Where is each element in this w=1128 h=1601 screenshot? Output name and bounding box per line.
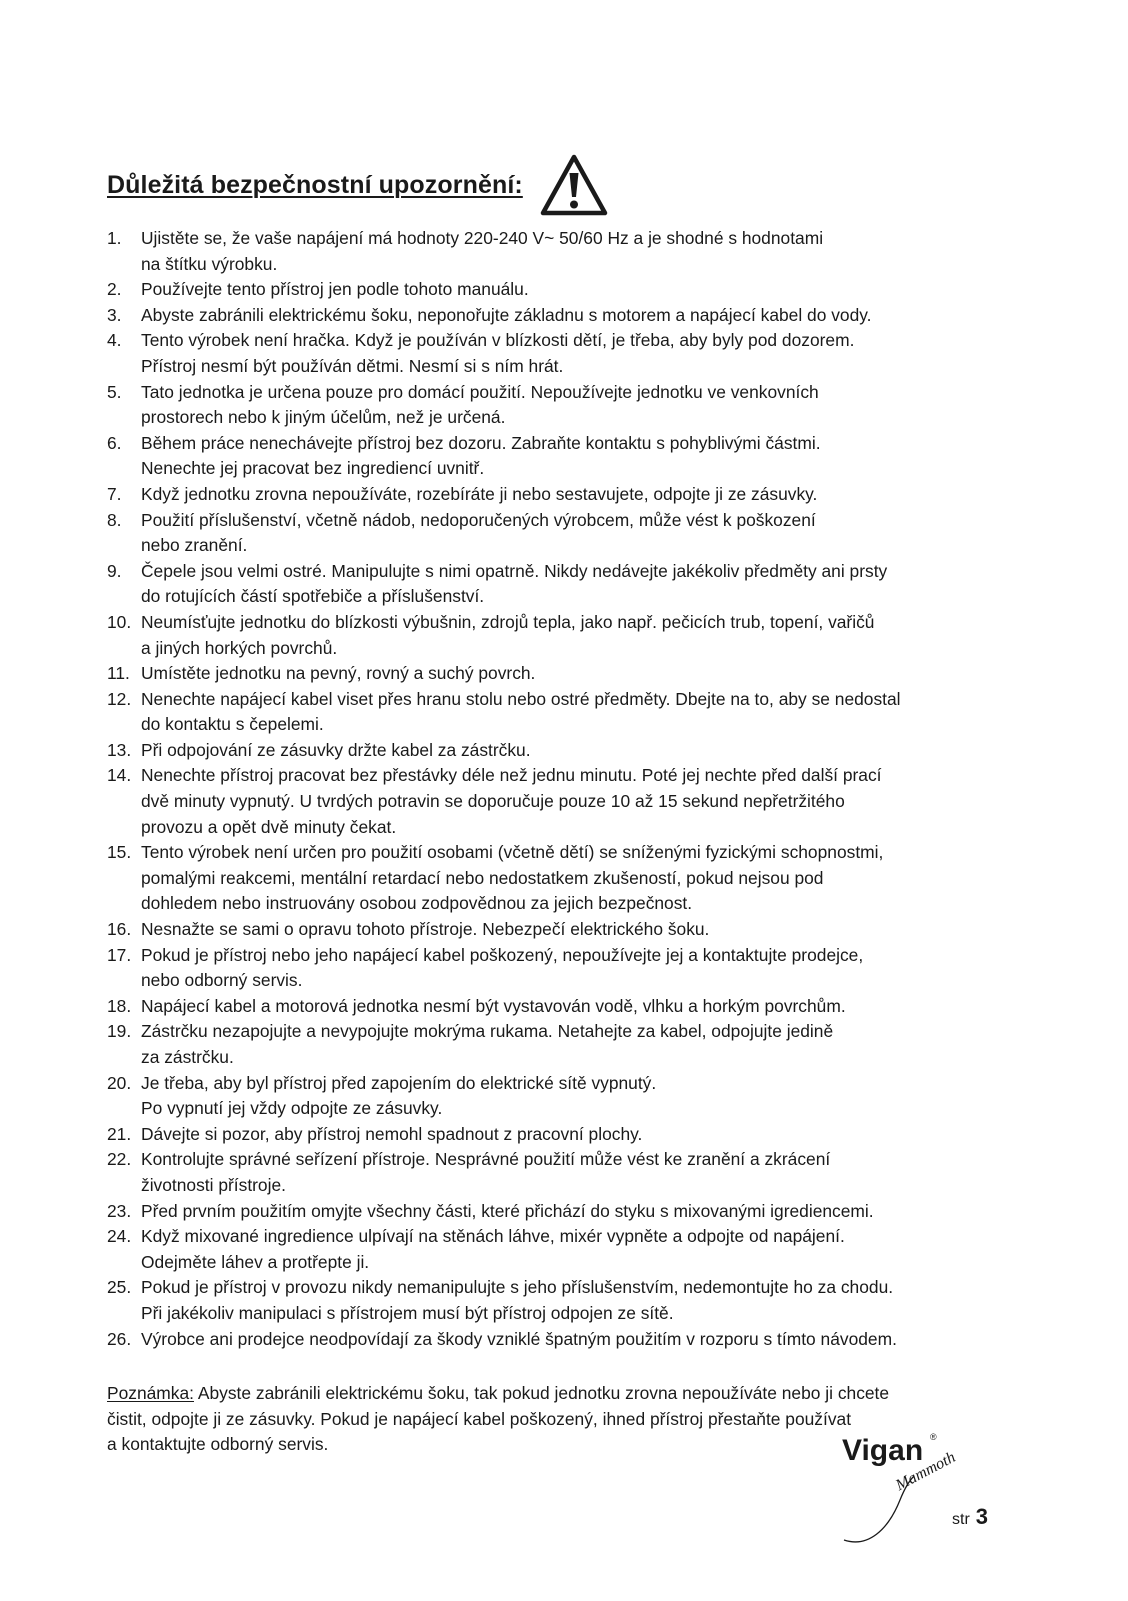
list-item-text (141, 328, 1027, 379)
list-item (107, 661, 1027, 687)
list-item (107, 303, 1027, 329)
list-item-number: 6. (107, 432, 122, 453)
logo-registered: ® (930, 1432, 937, 1442)
list-item-line: životnosti přístroje. (141, 1174, 286, 1195)
list-item-line: za zástrčku. (141, 1047, 234, 1067)
list-item-text (141, 943, 1027, 994)
list-item (107, 1147, 1027, 1198)
vigan-mammoth-logo (838, 1420, 968, 1550)
list-item-line: nebo odborný servis. (141, 970, 303, 991)
list-item-line: Když mixované ingredience ulpívají na stěnách láhve, mixér vypněte a odpojte od napájení. (141, 1226, 845, 1247)
list-item-line: do rotujících částí spotřebiče a příslušenství. (141, 586, 485, 607)
warning-triangle-icon (539, 153, 609, 217)
list-item-line: Odejměte láhev a protřepte ji. (141, 1251, 370, 1272)
list-item-text (141, 431, 1027, 482)
list-item-line: Dávejte si pozor, aby přístroj nemohl spadnout z pracovní plochy. (141, 1123, 643, 1144)
list-item-number: 11. (107, 663, 130, 684)
list-item-text (141, 1071, 1027, 1122)
list-item (107, 1199, 1027, 1225)
list-item-text (141, 482, 1027, 508)
list-item-line: Výrobce ani prodejce neodpovídají za škody vzniklé špatným použitím v rozporu s tímto návodem. (141, 1328, 897, 1349)
list-item-number: 12. (107, 688, 132, 709)
list-item (107, 1071, 1027, 1122)
list-item-line: Použití příslušenství, včetně nádob, nedoporučených výrobcem, může vést k poškození (141, 509, 816, 530)
list-item-number: 5. (107, 381, 122, 402)
list-item (107, 687, 1027, 738)
page-heading: Důležitá bezpečnostní upozornění: (107, 170, 523, 199)
list-item-text (141, 840, 1027, 917)
list-item-line: Je třeba, aby byl přístroj před zapojením do elektrické sítě vypnutý. (141, 1072, 657, 1093)
list-item-number: 17. (107, 944, 132, 965)
list-item (107, 738, 1027, 764)
list-item (107, 840, 1027, 917)
list-item-line: provozu a opět dvě minuty čekat. (141, 816, 397, 837)
list-item-number: 24. (107, 1226, 132, 1247)
list-item (107, 763, 1027, 840)
list-item-line: Používejte tento přístroj jen podle tohoto manuálu. (141, 279, 529, 300)
list-item-number: 13. (107, 739, 132, 760)
list-item-line: Během práce nenechávejte přístroj bez dozoru. Zabraňte kontaktu s pohyblivými částmi. (141, 432, 821, 453)
list-item-number: 7. (107, 483, 122, 504)
list-item-line: Neumísťujte jednotku do blízkosti výbušnin, zdrojů tepla, jako např. pečicích trub, topení, vařičů (141, 611, 875, 632)
list-item-text (141, 687, 1027, 738)
list-item-number: 19. (107, 1021, 132, 1042)
list-item-text (141, 917, 1027, 943)
list-item-text (141, 1275, 1027, 1326)
list-item-line: a jiných horkých povrchů. (141, 637, 338, 658)
safety-instructions-list (107, 226, 1027, 1352)
list-item-text (141, 738, 1027, 764)
list-item (107, 1224, 1027, 1275)
list-item-line: dohledem nebo instruovány osobou zodpovědnou za jejich bezpečnost. (141, 893, 693, 914)
list-item-number: 2. (107, 279, 122, 300)
list-item (107, 431, 1027, 482)
page-number-value: 3 (975, 1504, 989, 1529)
list-item (107, 1275, 1027, 1326)
list-item-line: nebo zranění. (141, 535, 248, 556)
note-line: a kontaktujte odborný servis. (107, 1434, 329, 1455)
list-item-line: Tento výrobek není určen pro použití osobami (včetně dětí) se sníženými fyzickými schopnostmi, (141, 842, 884, 863)
list-item-number: 1. (107, 228, 122, 248)
list-item-text (141, 1199, 1027, 1225)
heading-row (107, 150, 609, 220)
list-item-line: Nenechte napájecí kabel viset přes hranu stolu nebo ostré předměty. Dbejte na to, aby se nedostal (141, 688, 901, 709)
list-item-text (141, 1147, 1027, 1198)
note-label: Poznámka: (107, 1383, 194, 1403)
list-item-line: Přístroj nesmí být používán dětmi. Nesmí si s ním hrát. (141, 355, 564, 376)
page-number-label: str (952, 1511, 970, 1528)
list-item-text (141, 1019, 1027, 1070)
list-item (107, 1327, 1027, 1353)
list-item-number: 21. (107, 1123, 132, 1144)
list-item-text (141, 559, 1027, 610)
list-item-line: Při jakékoliv manipulaci s přístrojem musí být přístroj odpojen ze sítě. (141, 1302, 674, 1323)
list-item-number: 18. (107, 995, 132, 1016)
note-line: čistit, odpojte ji ze zásuvky. Pokud je napájecí kabel poškozený, ihned přístroj přestaňte používat (107, 1408, 852, 1429)
list-item-line: Pokud je přístroj nebo jeho napájecí kabel poškozený, nepoužívejte jej a kontaktujte prodejce, (141, 944, 864, 965)
note-line: Abyste zabránili elektrickému šoku, tak pokud jednotku zrovna nepoužíváte nebo ji chcete (194, 1383, 890, 1403)
list-item-text (141, 380, 1027, 431)
list-item (107, 380, 1027, 431)
list-item-line: pomalými reakcemi, mentální retardací nebo nedostatkem zkušeností, pokud nejsou pod (141, 867, 824, 888)
list-item-text (141, 994, 1027, 1020)
list-item-line: dvě minuty vypnutý. U tvrdých potravin se doporučuje pouze 10 až 15 sekund nepřetržitého (141, 791, 845, 812)
list-item-text (141, 226, 1027, 277)
list-item-number: 26. (107, 1328, 132, 1349)
list-item-line: Zástrčku nezapojujte a nevypojujte mokrýma rukama. Netahejte za kabel, odpojujte jedině (141, 1021, 834, 1042)
list-item-number: 15. (107, 842, 132, 863)
list-item-number: 9. (107, 560, 122, 581)
list-item (107, 994, 1027, 1020)
logo-sub: Mammoth (893, 1448, 959, 1495)
list-item-text (141, 508, 1027, 559)
list-item-text (141, 1224, 1027, 1275)
list-item-number: 16. (107, 919, 132, 940)
list-item-text (141, 277, 1027, 303)
list-item-line: Před prvním použitím omyjte všechny části, které přichází do styku s mixovanými igrediencemi. (141, 1200, 874, 1221)
list-item-line: do kontaktu s čepelemi. (141, 714, 324, 735)
list-item-number: 22. (107, 1149, 132, 1170)
list-item-number: 3. (107, 304, 122, 325)
list-item-line: Při odpojování ze zásuvky držte kabel za zástrčku. (141, 739, 531, 760)
list-item-line: Čepele jsou velmi ostré. Manipulujte s nimi opatrně. Nikdy nedávejte jakékoliv předměty ani prsty (141, 560, 888, 581)
list-item-line: Pokud je přístroj v provozu nikdy nemanipulujte s jeho příslušenstvím, nedemontujte ho za chodu. (141, 1277, 894, 1298)
list-item (107, 917, 1027, 943)
list-item (107, 508, 1027, 559)
list-item-line: Kontrolujte správné seřízení přístroje. Nesprávné použití může vést ke zranění a zkrácení (141, 1149, 831, 1170)
list-item-line: prostorech nebo k jiným účelům, než je určená. (141, 407, 506, 428)
logo-brand: Vigan (842, 1434, 924, 1467)
list-item-text (141, 1327, 1027, 1353)
list-item-number: 10. (107, 611, 132, 632)
list-item (107, 610, 1027, 661)
list-item-number: 8. (107, 509, 122, 530)
list-item-text (141, 763, 1027, 840)
list-item-line: Tento výrobek není hračka. Když je používán v blízkosti dětí, je třeba, aby byly pod dozorem. (141, 330, 855, 351)
list-item-text (141, 1122, 1027, 1148)
list-item-line: Nenechte přístroj pracovat bez přestávky déle než jednu minutu. Poté jej nechte před další prací (141, 765, 882, 786)
list-item (107, 277, 1027, 303)
list-item-text (141, 661, 1027, 687)
list-item-text (141, 610, 1027, 661)
list-item (107, 328, 1027, 379)
list-item-line: Nenechte jej pracovat bez ingrediencí uvnitř. (141, 458, 485, 479)
list-item-line: Abyste zabránili elektrickému šoku, neponořujte základnu s motorem a napájecí kabel do vody. (141, 304, 872, 325)
list-item-line: Když jednotku zrovna nepoužíváte, rozebíráte ji nebo sestavujete, odpojte ji ze zásuvky. (141, 483, 818, 504)
list-item (107, 559, 1027, 610)
list-item-line: Tato jednotka je určena pouze pro domácí použití. Nepoužívejte jednotku ve venkovních (141, 381, 819, 402)
list-item-line: Napájecí kabel a motorová jednotka nesmí být vystavován vodě, vlhku a horkým povrchům. (141, 995, 846, 1016)
list-item-line: na štítku výrobku. (141, 253, 278, 274)
list-item-number: 20. (107, 1072, 132, 1093)
list-item (107, 1019, 1027, 1070)
list-item-number: 14. (107, 765, 132, 786)
list-item-number: 4. (107, 330, 122, 351)
list-item-number: 25. (107, 1277, 132, 1298)
list-item-line: Nesnažte se sami o opravu tohoto přístroje. Nebezpečí elektrického šoku. (141, 919, 710, 940)
list-item (107, 226, 1027, 277)
list-item (107, 1122, 1027, 1148)
list-item-text (141, 303, 1027, 329)
page-number (952, 1504, 988, 1530)
list-item-line: Ujistěte se, že vaše napájení má hodnoty 220-240 V~ 50/60 Hz a je shodné s hodnotami (141, 228, 824, 248)
list-item (107, 943, 1027, 994)
list-item-line: Umístěte jednotku na pevný, rovný a suchý povrch. (141, 663, 536, 684)
list-item-number: 23. (107, 1200, 132, 1221)
list-item-line: Po vypnutí jej vždy odpojte ze zásuvky. (141, 1098, 443, 1119)
list-item (107, 482, 1027, 508)
